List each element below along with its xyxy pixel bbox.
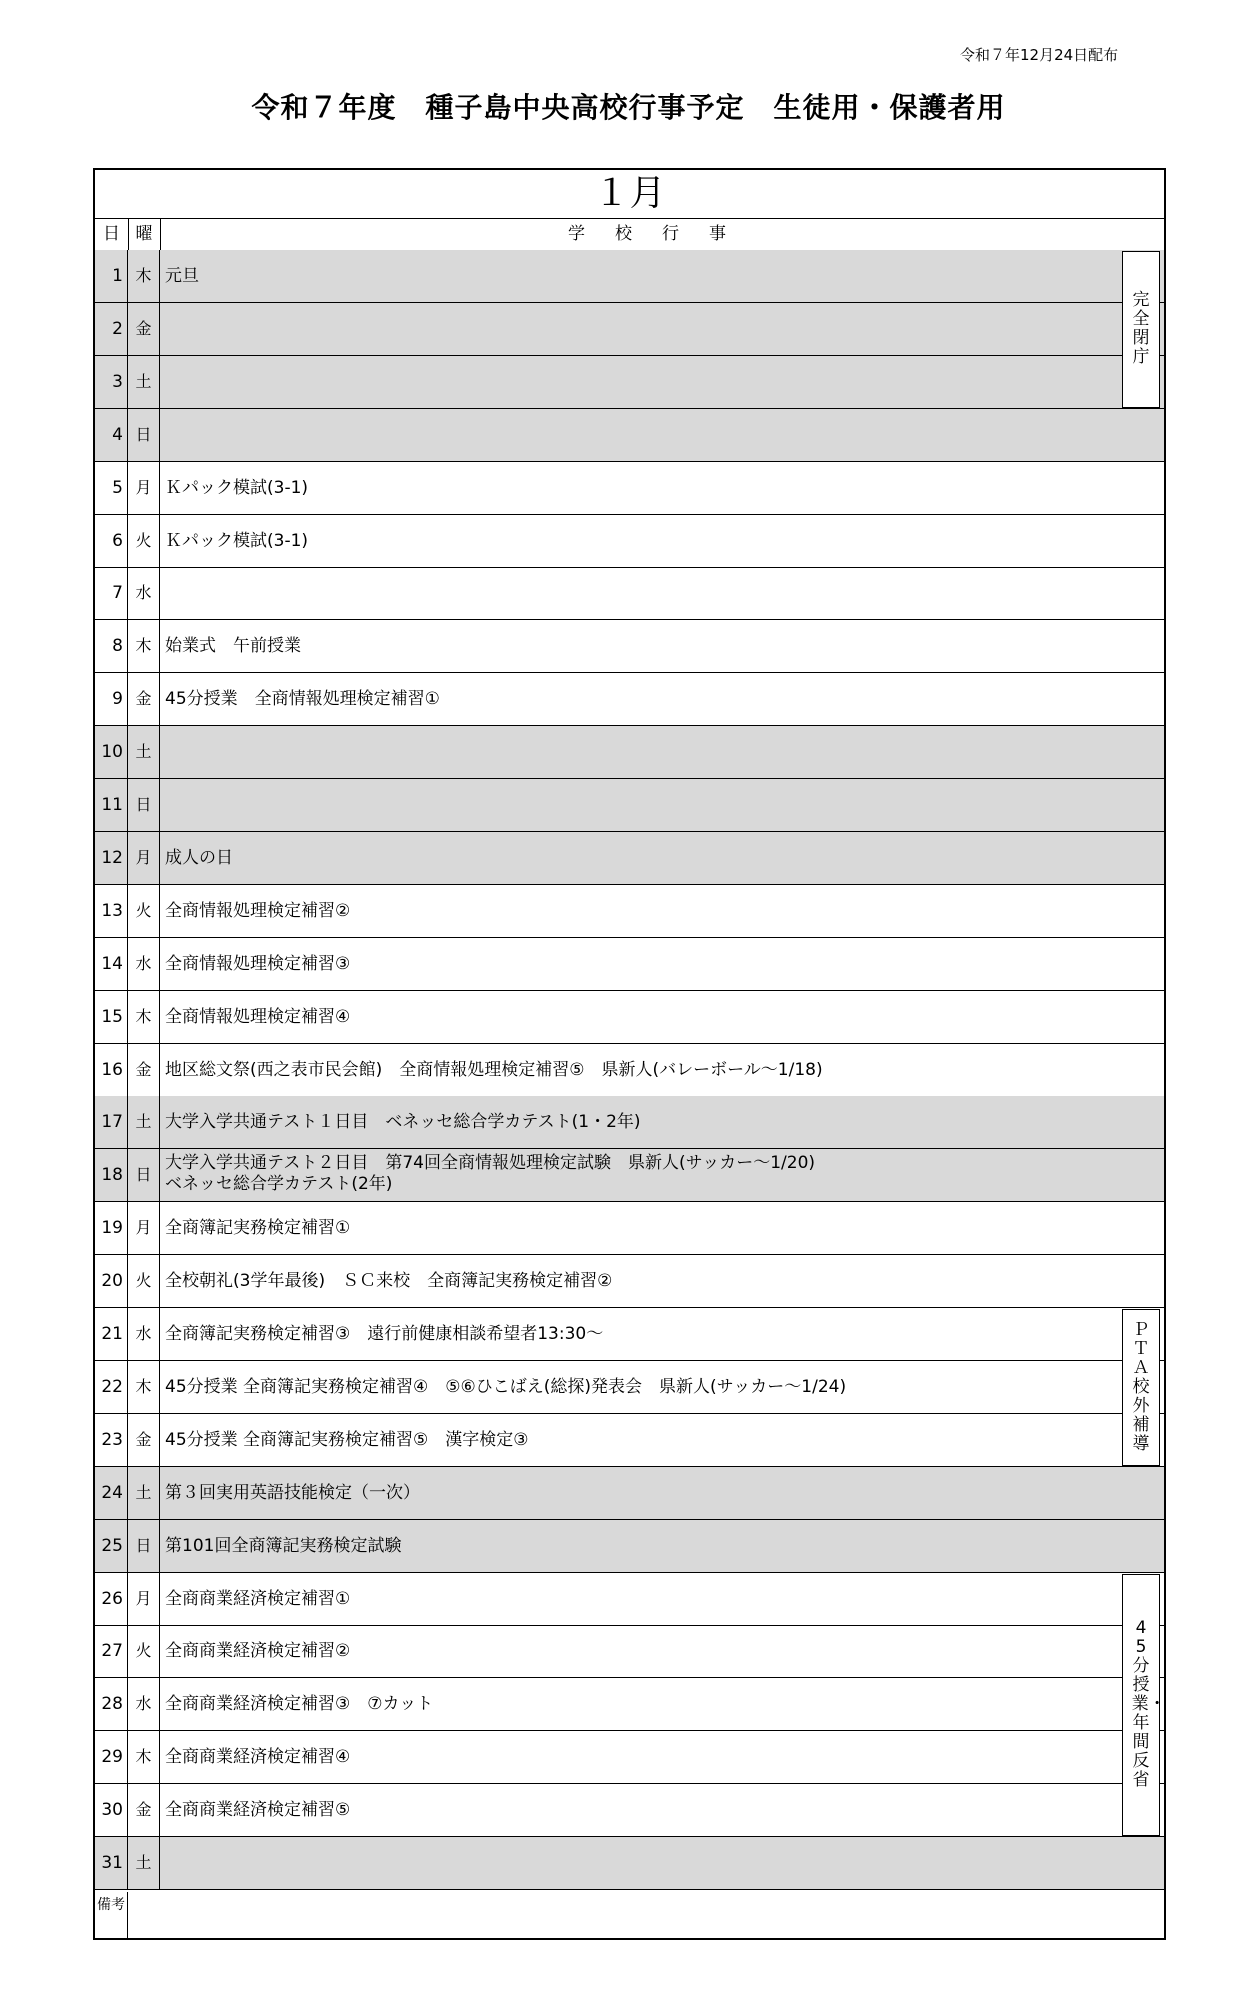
table-row: [95, 1044, 1164, 1097]
event-cell: [160, 567, 1164, 619]
table-row: [95, 1467, 1164, 1520]
day-cell: 21: [95, 1308, 128, 1360]
event-cell: 全商商業経済検定補習③ ⑦カット: [165, 1694, 434, 1715]
event-cell: [160, 1837, 1164, 1889]
event-line-1: 大学入学共通テスト２日目 第74回全商情報処理検定試験 県新人(サッカー～1/20): [165, 1153, 816, 1174]
day-cell: 29: [95, 1731, 128, 1783]
side-note: [1122, 251, 1160, 408]
table-row: [95, 779, 1164, 832]
day-cell: 26: [95, 1573, 128, 1625]
weekday-cell: 土: [128, 1467, 160, 1519]
weekday-cell: 土: [128, 1837, 160, 1889]
event-cell: 全商簿記実務検定補習③ 遠行前健康相談希望者13:30～: [165, 1324, 604, 1344]
event-cell: [160, 1149, 1164, 1201]
weekday-column-header: 曜: [128, 218, 161, 250]
day-cell: 17: [95, 1096, 128, 1148]
weekday-cell: 月: [128, 1202, 160, 1254]
event-cell: 全商簿記実務検定補習①: [165, 1218, 351, 1239]
page-title: 令和７年度 種子島中央高校行事予定 生徒用・保護者用: [251, 91, 1006, 124]
day-cell: 2: [95, 303, 128, 355]
remarks-row: [95, 1892, 1164, 1938]
day-cell: 3: [95, 356, 128, 408]
day-cell: 9: [95, 673, 128, 725]
weekday-cell: 金: [128, 303, 160, 355]
table-row: [95, 303, 1164, 356]
table-row: [95, 250, 1164, 303]
event-cell: 始業式 午前授業: [165, 636, 301, 657]
remarks-label: 備考: [95, 1892, 128, 1938]
side-note-text: 完全閉庁: [1132, 290, 1150, 368]
side-note: [1122, 1309, 1160, 1466]
event-cell: 全商商業経済検定補習②: [165, 1641, 351, 1662]
weekday-cell: 日: [128, 779, 160, 831]
weekday-cell: 火: [128, 1625, 160, 1677]
side-note: [1122, 1574, 1166, 1837]
schedule-table: [93, 168, 1166, 1940]
day-cell: 6: [95, 515, 128, 567]
event-cell: 第３回実用英語技能検定（一次）: [160, 1467, 1164, 1519]
weekday-cell: 火: [128, 515, 160, 567]
weekday-cell: 土: [128, 726, 160, 778]
weekday-cell: 日: [128, 409, 160, 461]
event-cell: 全商情報処理検定補習③: [165, 953, 351, 974]
event-cell: 45分授業 全商簿記実務検定補習④ ⑤⑥ひこばえ(総探)発表会 県新人(サッカー～1/24): [165, 1376, 847, 1397]
event-cell: 全校朝礼(3学年最後) ＳＣ来校 全商簿記実務検定補習②: [165, 1271, 613, 1292]
table-row: [95, 1520, 1164, 1573]
table-row: [95, 673, 1164, 726]
event-cell: 元旦: [160, 250, 1164, 302]
weekday-cell: 水: [128, 938, 160, 990]
event-cell: [160, 356, 1164, 408]
event-cell: 全商情報処理検定補習②: [165, 900, 351, 921]
event-cell: 地区総文祭(西之表市民会館) 全商情報処理検定補習⑤ 県新人(バレーボール～1/18): [165, 1059, 823, 1080]
day-cell: 15: [95, 991, 128, 1043]
table-row: [95, 409, 1164, 462]
table-row: [95, 1361, 1164, 1414]
side-note-text: 45分授業・年間反省: [1131, 1618, 1166, 1791]
event-cell: 第101回全商簿記実務検定試験: [160, 1520, 1164, 1572]
issue-date: 令和７年12月24日配布: [960, 46, 1119, 64]
event-cell: Ｋパック模試(3-1): [165, 477, 309, 498]
weekday-cell: 土: [128, 1096, 160, 1148]
table-row: [95, 1573, 1164, 1626]
day-cell: 5: [95, 462, 128, 514]
day-cell: 4: [95, 409, 128, 461]
table-row: [95, 991, 1164, 1044]
day-cell: 11: [95, 779, 128, 831]
table-row: [95, 515, 1164, 568]
weekday-cell: 木: [128, 991, 160, 1043]
weekday-cell: 木: [128, 1731, 160, 1783]
day-cell: 24: [95, 1467, 128, 1519]
day-cell: 20: [95, 1255, 128, 1307]
events-column-header: 学校行事: [568, 224, 756, 244]
table-row: [95, 1784, 1164, 1837]
table-row: [95, 1255, 1164, 1308]
weekday-cell: 金: [128, 673, 160, 725]
weekday-cell: 日: [128, 1520, 160, 1572]
event-cell: 全商商業経済検定補習⑤: [165, 1800, 351, 1821]
day-cell: 7: [95, 567, 128, 619]
event-cell: Ｋパック模試(3-1): [165, 530, 309, 551]
table-row: [95, 1731, 1164, 1784]
event-cell: [160, 303, 1164, 355]
day-cell: 23: [95, 1414, 128, 1466]
weekday-cell: 火: [128, 1255, 160, 1307]
day-cell: 31: [95, 1837, 128, 1889]
weekday-cell: 木: [128, 620, 160, 672]
weekday-cell: 月: [128, 832, 160, 884]
weekday-cell: 土: [128, 356, 160, 408]
day-cell: 1: [95, 250, 128, 302]
weekday-cell: 金: [128, 1784, 160, 1836]
table-row: [95, 1096, 1164, 1149]
table-row: [95, 462, 1164, 515]
table-row: [95, 1625, 1164, 1678]
weekday-cell: 水: [128, 567, 160, 619]
day-cell: 12: [95, 832, 128, 884]
event-cell: 45分授業 全商情報処理検定補習①: [165, 689, 440, 710]
side-note-text: ＰＴＡ校外補導: [1132, 1319, 1150, 1454]
day-cell: 25: [95, 1520, 128, 1572]
weekday-cell: 月: [128, 1573, 160, 1625]
table-row: [95, 885, 1164, 938]
weekday-cell: 木: [128, 250, 160, 302]
table-row: [95, 1149, 1164, 1202]
table-header: [95, 218, 1164, 251]
day-cell: 19: [95, 1202, 128, 1254]
table-row: [95, 620, 1164, 673]
event-cell: 45分授業 全商簿記実務検定補習⑤ 漢字検定③: [165, 1429, 529, 1450]
table-row: [95, 726, 1164, 779]
day-cell: 22: [95, 1361, 128, 1413]
day-cell: 14: [95, 938, 128, 990]
event-cell: [160, 726, 1164, 778]
day-cell: 27: [95, 1625, 128, 1677]
day-cell: 28: [95, 1678, 128, 1730]
event-cell: 全商商業経済検定補習①: [165, 1588, 351, 1609]
weekday-cell: 水: [128, 1678, 160, 1730]
event-cell: 全商商業経済検定補習④: [165, 1747, 351, 1768]
event-cell: [160, 779, 1164, 831]
table-row: [95, 832, 1164, 885]
day-cell: 16: [95, 1044, 128, 1096]
weekday-cell: 水: [128, 1308, 160, 1360]
day-cell: 8: [95, 620, 128, 672]
weekday-cell: 日: [128, 1149, 160, 1201]
event-cell: 成人の日: [160, 832, 1164, 884]
event-cell: 大学入学共通テスト１日目 ベネッセ総合学カテスト(1・2年): [160, 1096, 1164, 1148]
weekday-cell: 月: [128, 462, 160, 514]
day-cell: 18: [95, 1149, 128, 1201]
event-line-2: ベネッセ総合学カテスト(2年): [165, 1174, 393, 1195]
weekday-cell: 火: [128, 885, 160, 937]
weekday-cell: 木: [128, 1361, 160, 1413]
day-cell: 10: [95, 726, 128, 778]
weekday-cell: 金: [128, 1044, 160, 1096]
day-cell: 30: [95, 1784, 128, 1836]
day-cell: 13: [95, 885, 128, 937]
event-cell: [160, 409, 1164, 461]
weekday-cell: 金: [128, 1414, 160, 1466]
table-row: [95, 1202, 1164, 1255]
table-row: [95, 1678, 1164, 1731]
table-row: [95, 1308, 1164, 1361]
table-row: [95, 1414, 1164, 1467]
table-row: [95, 938, 1164, 991]
month-heading: １月: [95, 170, 1164, 219]
event-cell: 全商情報処理検定補習④: [165, 1006, 351, 1027]
day-column-header: 日: [95, 218, 129, 250]
table-row: [95, 567, 1164, 620]
table-row: [95, 1837, 1164, 1890]
table-row: [95, 356, 1164, 409]
